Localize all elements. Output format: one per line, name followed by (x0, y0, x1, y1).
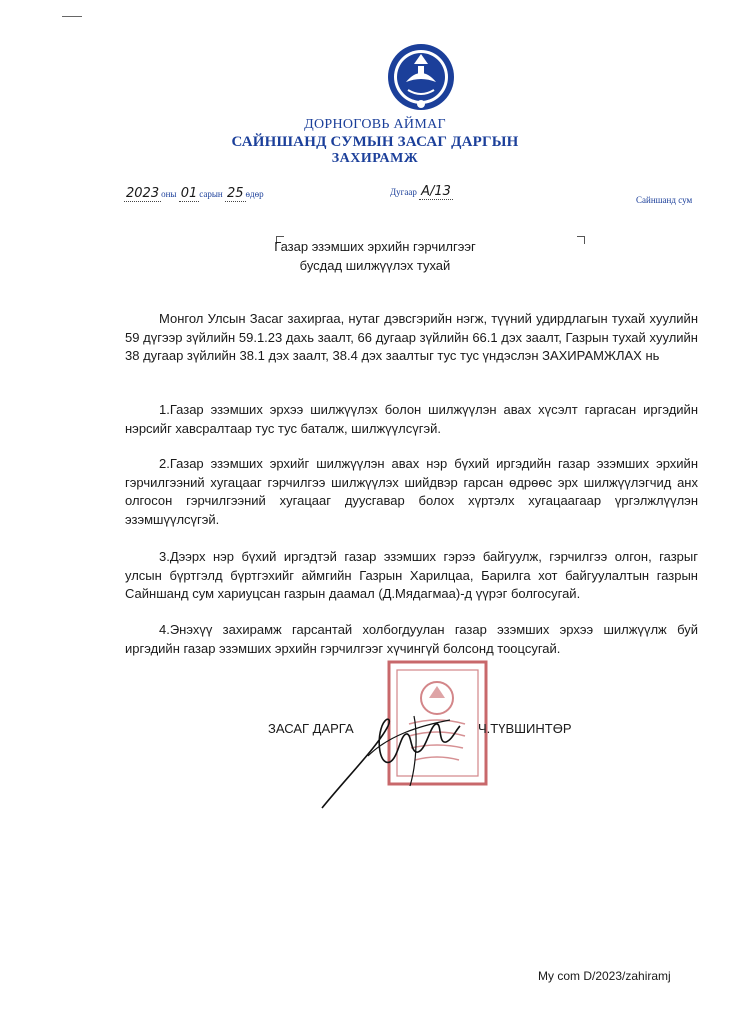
state-emblem-icon (386, 42, 456, 112)
doc-place: Сайншанд сум (636, 195, 693, 205)
order-item-1-text: 1.Газар эзэмших эрхээ шилжүүлэх болон шилжүүлэн авах хүсэлт гаргасан иргэдийн нэрсийг хавсралтаар тус тус баталж, шилжүүлсүгэй. (125, 402, 698, 436)
date-line (124, 186, 264, 201)
doc-number-line (390, 184, 453, 199)
date-month: 01 (180, 186, 198, 201)
date-day-label: өдөр (245, 189, 264, 199)
order-item-4 (125, 621, 698, 658)
order-item-2 (125, 455, 698, 529)
order-item-3 (125, 548, 698, 604)
corner-mark (62, 16, 82, 17)
date-year-label: оны (161, 189, 177, 199)
order-item-3-text: 3.Дээрх нэр бүхий иргэдтэй газар эзэмших гэрээ байгуулж, гэрчилгээ олгон, газрыг улсын бүртгэлд бүртгэхийг аймгийн Газрын Харилцаа, Барилга хот байгуулалтын газрын Сайншанд сум хариуцсан газрын даамал (Д.Мядагмаа)-д үүрэг болгосугай. (125, 549, 698, 602)
file-path-footer: My com D/2023/zahiramj (538, 969, 671, 983)
date-month-label: сарын (199, 189, 223, 199)
signatory-name: Ч.ТҮВШИНТӨР (478, 721, 572, 736)
doc-number-label: Дугаар (390, 187, 417, 197)
letterhead-doc-type: ЗАХИРАМЖ (331, 151, 419, 166)
subject-line-1: Газар эзэмших эрхийн гэрчилгээг (274, 239, 476, 254)
order-item-4-text: 4.Энэхүү захирамж гарсантай холбогдуулан газар эзэмших эрхээ шилжүүлж буй иргэдийн газар эзэмших эрхийн гэрчилгээг хүчингүй болсонд тооцсугай. (125, 622, 698, 656)
order-item-2-text: 2.Газар эзэмших эрхийг шилжүүлэн авах нэр бүхий иргэдийн газар эзэмших эрхийн гэрчилгээний хугацааг гэрчилгээ шилжүүлэх шийдвэр гарсан өдрөөс эрх шилжүүлэгчид анх олгосон гэрчилгээний хугацааг дуусгавар болох хүртэлх хугацаагаар үргэлжлүүлэн эзэмшүүлсүгэй. (125, 456, 698, 527)
letterhead-office: САЙНШАНД СУМЫН ЗАСАГ ДАРГЫН (231, 134, 519, 150)
preamble-text: Монгол Улсын Засаг захиргаа, нутаг дэвсгэрийн нэгж, түүний удирдлагын тухай хуулийн 59 дүгээр зүйлийн 59.1.23 дахь заалт, 66 дугаар зүйлийн 66.1 дэх заалт, Газрын тухай хуулийн 38 дугаар зүйлийн 38.1 дэх заалт, 38.4 дэх заалтыг тус тус үндэслэн ЗАХИРАМЖЛАХ нь (125, 311, 698, 364)
order-item-1 (125, 401, 698, 438)
date-day: 25 (226, 186, 244, 201)
handwritten-signature (318, 696, 468, 814)
subject-line-2: бусдад шилжүүлэх тухай (299, 258, 451, 273)
date-year: 2023 (126, 186, 160, 201)
letterhead-province: ДОРНОГОВЬ АЙМАГ (304, 117, 446, 132)
preamble-paragraph (125, 310, 698, 366)
signatory-title: ЗАСАГ ДАРГА (268, 721, 354, 736)
doc-number: А/13 (421, 184, 451, 199)
